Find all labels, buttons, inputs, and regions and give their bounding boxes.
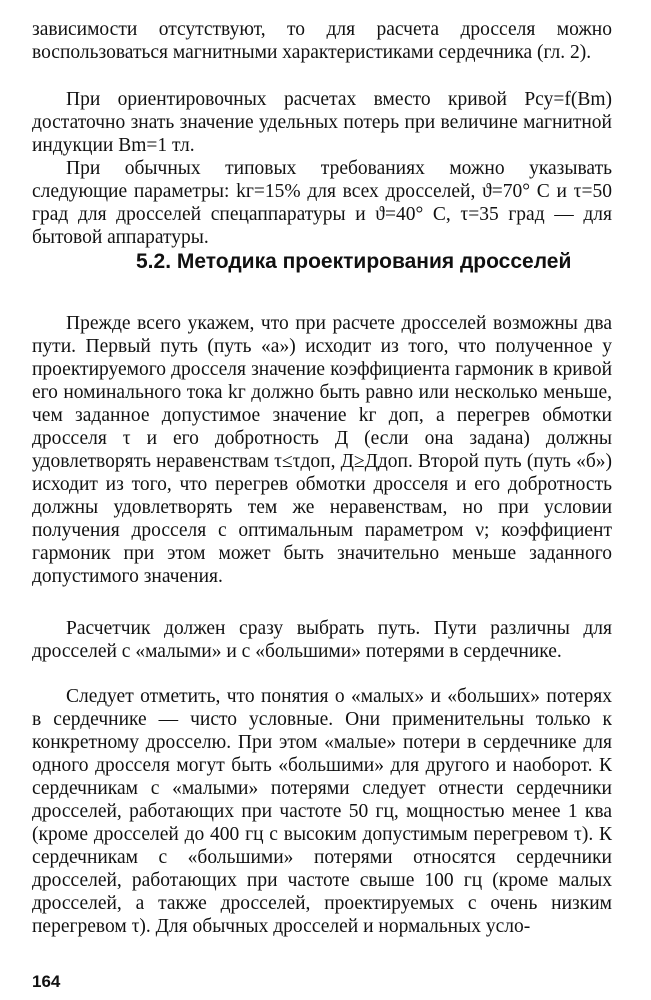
paragraph-continuation: зависимости отсутствуют, то для расчета дросселя можно воспользоваться магнитными характеристиками сердечника (гл. 2). xyxy=(32,19,612,63)
section-title: Методика проектирования дросселей xyxy=(176,250,572,273)
paragraph-estimation: При ориентировочных расчетах вместо кривой Pсу=f(Bm) достаточно знать значение удельных потерь при величине магнитной индукции Bm=1 тл. xyxy=(32,89,612,156)
page-number: 164 xyxy=(32,972,61,991)
paragraph-two-paths: Прежде всего укажем, что при расчете дросселей возможны два пути. Первый путь (путь «а») исходит из того, что полученное у проектируемого дросселя значение коэффициента гармоник в кривой его номинального тока kг должно быть равно или несколько меньше, чем заданное допустимое значение kг доп, а перегрев обмотки дросселя τ и его добротность Д (если она задана) должны удовлетворять неравенствам τ≤τдоп, Д≥Ддоп. Второй путь (путь «б») исходит из того, что перегрев обмотки дросселя и его добротность должны удовлетворять тем же неравенствам, но при условии получения дросселя с оптимальным параметром ν; коэффициент гармоник при этом может быть значительно меньше заданного допустимого значения. xyxy=(32,313,612,587)
section-number: 5.2. xyxy=(136,250,172,273)
section-heading xyxy=(136,248,596,276)
paragraph-typical-parameters: При обычных типовых требованиях можно указывать следующие параметры: kг=15% для всех дросселей, ϑ=70° С и τ=50 град для дросселей спецаппаратуры и ϑ=40° С, τ=35 град — для бытовой аппаратуры. xyxy=(32,158,612,248)
paragraph-losses-conditional: Следует отметить, что понятия о «малых» и «больших» потерях в сердечнике — чисто условные. Они применительны только к конкретному дросселю. При этом «малые» потери в сердечнике для одного дросселя могут быть «большими» для другого и наоборот. К сердечникам с «малыми» потерями следует отнести сердечники дросселей, работающих при частоте 50 гц, мощностью менее 1 ква (кроме дросселей до 400 гц с высоким допустимым перегревом τ). К сердечникам с «большими» потерями относятся сердечники дросселей, работающих при частоте свыше 100 гц (кроме малых дросселей, а также дросселей, проектируемых с очень низким перегревом τ). Для обычных дросселей и нормальных усло- xyxy=(32,686,612,937)
paragraph-choose-path: Расчетчик должен сразу выбрать путь. Пути различны для дросселей с «малыми» и с «большими» потерями в сердечнике. xyxy=(32,618,612,662)
